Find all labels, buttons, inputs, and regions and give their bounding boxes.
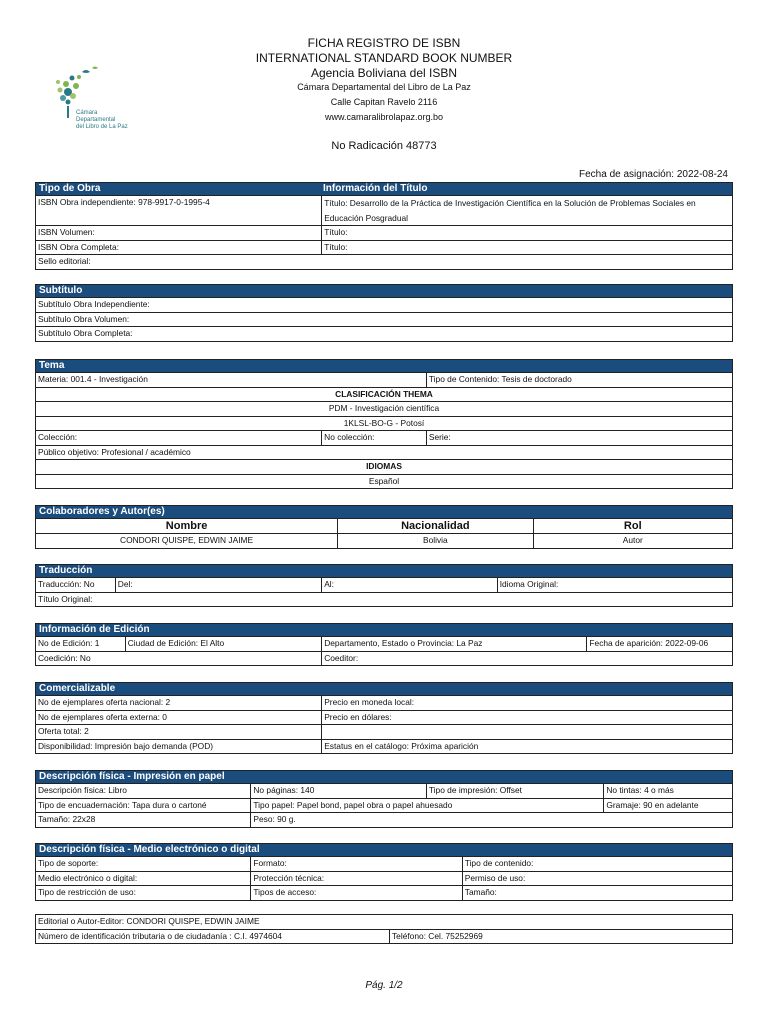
fecha-aparicion: Fecha de aparición: 2022-09-06: [589, 638, 709, 648]
doc-title: FICHA REGISTRO DE ISBN: [307, 36, 461, 50]
section-comercializable: [35, 682, 733, 754]
form-row: [36, 460, 732, 475]
clasificacion-2: 1KLSL-BO-G - Potosí: [343, 417, 425, 428]
form-row: [36, 886, 732, 900]
no-tintas: No tintas: 4 o más: [606, 785, 674, 795]
assignment-date: Fecha de asignación: 2022-08-24: [579, 169, 728, 180]
clasificacion-1: PDM - Investigación científica: [328, 403, 440, 413]
no-coleccion: No colección:: [322, 431, 427, 445]
section-colaboradores: [35, 505, 733, 549]
isbn-independiente: ISBN Obra independiente: 978-9917-0-1995-4: [36, 196, 322, 225]
formato: Formato:: [251, 857, 462, 871]
form-row: [36, 857, 732, 872]
logo-text-2: Departamental: [76, 117, 116, 123]
traduccion-del: Del:: [116, 578, 322, 592]
titulo-volumen: Título:: [324, 227, 348, 237]
form-row: [36, 417, 732, 432]
form-row: [36, 725, 732, 740]
precio-local: Precio en moneda local:: [324, 697, 415, 707]
idiomas-label: IDIOMAS: [366, 461, 402, 471]
form-row: [36, 872, 732, 887]
camara-libro-logo: [46, 62, 146, 134]
tipo-encuadernacion: Tipo de encuadernación: Tapa dura o cartoné: [36, 799, 251, 813]
col-nombre: Nombre: [36, 519, 338, 533]
isbn-volumen: ISBN Volumen:: [36, 226, 322, 240]
radicacion-number: No Radicación 48773: [331, 140, 437, 152]
section-header: [36, 183, 732, 196]
publico-objetivo: Público objetivo: Profesional / académico: [38, 446, 191, 457]
idioma-original: Idioma Original:: [499, 579, 559, 589]
subtitulo-volumen: Subtítulo Obra Volumen:: [38, 313, 130, 324]
tipo-impresion: Tipo de impresión: Offset: [427, 784, 604, 798]
traduccion: Traducción: No: [36, 578, 116, 592]
form-row: [36, 388, 732, 403]
autor-nacionalidad: Bolivia: [338, 534, 533, 548]
tipo-papel: Tipo papel: Papel bond, papel obra o papel ahuesado: [251, 799, 604, 813]
form-row: [36, 327, 732, 341]
coeditor: Coeditor:: [324, 652, 359, 663]
gramaje: Gramaje: 90 en adelante: [606, 799, 699, 810]
header-tipo-obra: Tipo de Obra: [39, 183, 101, 194]
form-row: [36, 431, 732, 446]
section-header: Información de Edición: [36, 624, 732, 637]
section-header: Tema: [36, 360, 732, 373]
form-row: [36, 711, 732, 726]
form-row: [36, 578, 732, 593]
serie: Serie:: [428, 432, 451, 442]
agency-name: Agencia Boliviana del ISBN: [310, 66, 458, 80]
form-row: [36, 373, 732, 388]
form-row: [36, 593, 732, 607]
form-row: [36, 696, 732, 711]
subtitulo-completa: Subtítulo Obra Completa:: [38, 328, 133, 338]
isbn-completa: ISBN Obra Completa:: [36, 241, 322, 255]
section-traduccion: [35, 564, 733, 607]
sello-editorial: Sello editorial:: [38, 256, 91, 266]
section-subtitulo: [35, 284, 733, 342]
section-header: Descripción física - Medio electrónico o digital: [36, 844, 732, 857]
titulo-original: Título Original:: [38, 593, 93, 604]
form-row: [36, 740, 732, 754]
section-header: Comercializable: [36, 683, 732, 696]
tipos-acceso: Tipos de acceso:: [251, 886, 462, 900]
no-edicion: No de Edición: 1: [36, 637, 126, 651]
titulo: Título: Desarrollo de la Práctica de Investigación Científica en la Solución de Problemas Sociales en Educación Posgradual: [324, 198, 696, 223]
clasificacion-thema-label: CLASIFICACIÓN THEMA: [335, 388, 433, 399]
chamber-name: Cámara Departamental del Libro de La Paz: [297, 82, 471, 92]
form-row: [36, 446, 732, 461]
form-row: [36, 226, 732, 241]
section-impresion-papel: [35, 770, 733, 828]
tipo-soporte: Tipo de soporte:: [36, 857, 251, 871]
section-editorial: [35, 914, 733, 944]
telefono: Teléfono: Cel. 75252969: [391, 930, 483, 941]
form-row: [36, 313, 732, 328]
form-row: [36, 930, 732, 944]
form-row: [36, 915, 732, 930]
form-row: [36, 784, 732, 799]
peso: Peso: 90 g.: [253, 814, 296, 824]
materia: Materia: 001.4 - Investigación: [36, 373, 427, 387]
section-medio-digital: [35, 843, 733, 901]
section-tema: [35, 359, 733, 489]
section-header: Descripción física - Impresión en papel: [36, 771, 732, 784]
coleccion: Colección:: [36, 431, 322, 445]
nit: Número de identificación tributaria o de ciudadanía : C.I. 4974604: [36, 930, 390, 944]
ciudad-edicion: Ciudad de Edición: El Alto: [126, 637, 322, 651]
ejemplares-externa: No de ejemplares oferta externa: 0: [36, 711, 322, 725]
editorial: Editorial o Autor-Editor: CONDORI QUISPE, EDWIN JAIME: [38, 916, 260, 926]
form-row: [36, 799, 732, 814]
traduccion-al: Al:: [322, 578, 498, 592]
section-header: Traducción: [36, 565, 732, 578]
section-header: Colaboradores y Autor(es): [36, 506, 732, 519]
idioma: Español: [368, 475, 400, 486]
form-row: [36, 813, 732, 827]
section-edicion: [35, 623, 733, 666]
proteccion-tecnica: Protección técnica:: [251, 872, 462, 886]
page-number: Pág. 1/2: [365, 980, 403, 991]
permiso-uso: Permiso de uso:: [464, 872, 526, 883]
form-row: [36, 241, 732, 256]
table-header-row: [36, 519, 732, 534]
form-row: [36, 196, 732, 226]
subtitulo-independiente: Subtítulo Obra Independiente:: [38, 299, 150, 309]
col-nacionalidad: Nacionalidad: [338, 519, 533, 533]
section-header: Subtítulo: [36, 285, 732, 298]
no-paginas: No páginas: 140: [251, 784, 427, 798]
form-row: [36, 637, 732, 652]
form-row: [36, 652, 732, 666]
ejemplares-nacional: No de ejemplares oferta nacional: 2: [36, 696, 322, 710]
logo-text-3: del Libro de La Paz: [76, 124, 128, 130]
autor-nombre: CONDORI QUISPE, EDWIN JAIME: [36, 534, 338, 548]
section-tipo-obra: [35, 182, 733, 270]
coedicion: Coedición: No: [36, 652, 322, 666]
estatus-catalogo: Estatus en el catálogo: Próxima aparición: [324, 740, 479, 751]
precio-dolares: Precio en dólares:: [324, 711, 392, 722]
form-row: [36, 298, 732, 313]
form-row: [36, 402, 732, 417]
table-row: [36, 534, 732, 548]
doc-subtitle: INTERNATIONAL STANDARD BOOK NUMBER: [255, 51, 513, 65]
empty-cell: [322, 725, 732, 739]
form-row: [36, 255, 732, 269]
titulo-completa: Título:: [324, 241, 348, 252]
descripcion-fisica: Descripción física: Libro: [36, 784, 251, 798]
tipo-restriccion: Tipo de restricción de uso:: [36, 886, 251, 900]
address: Calle Capitan Ravelo 2116: [330, 97, 438, 107]
oferta-total: Oferta total: 2: [36, 725, 322, 739]
medio-electronico: Medio electrónico o digital:: [36, 872, 251, 886]
tipo-contenido: Tipo de Contenido: Tesis de doctorado: [428, 374, 572, 384]
tamano-digital: Tamaño:: [464, 887, 497, 897]
col-rol: Rol: [623, 520, 642, 532]
departamento: Departamento, Estado o Provincia: La Paz: [322, 637, 587, 651]
website: www.camaralibrolapaz.org.bo: [324, 112, 444, 122]
logo-text-1: Cámara: [76, 110, 98, 116]
form-row: [36, 475, 732, 489]
autor-rol: Autor: [622, 535, 643, 545]
disponibilidad: Disponibilidad: Impresión bajo demanda (POD): [36, 740, 322, 754]
tamano: Tamaño: 22x28: [36, 813, 251, 827]
header-info-titulo: Información del Título: [323, 183, 428, 194]
tipo-contenido-digital: Tipo de contenido:: [464, 858, 534, 868]
